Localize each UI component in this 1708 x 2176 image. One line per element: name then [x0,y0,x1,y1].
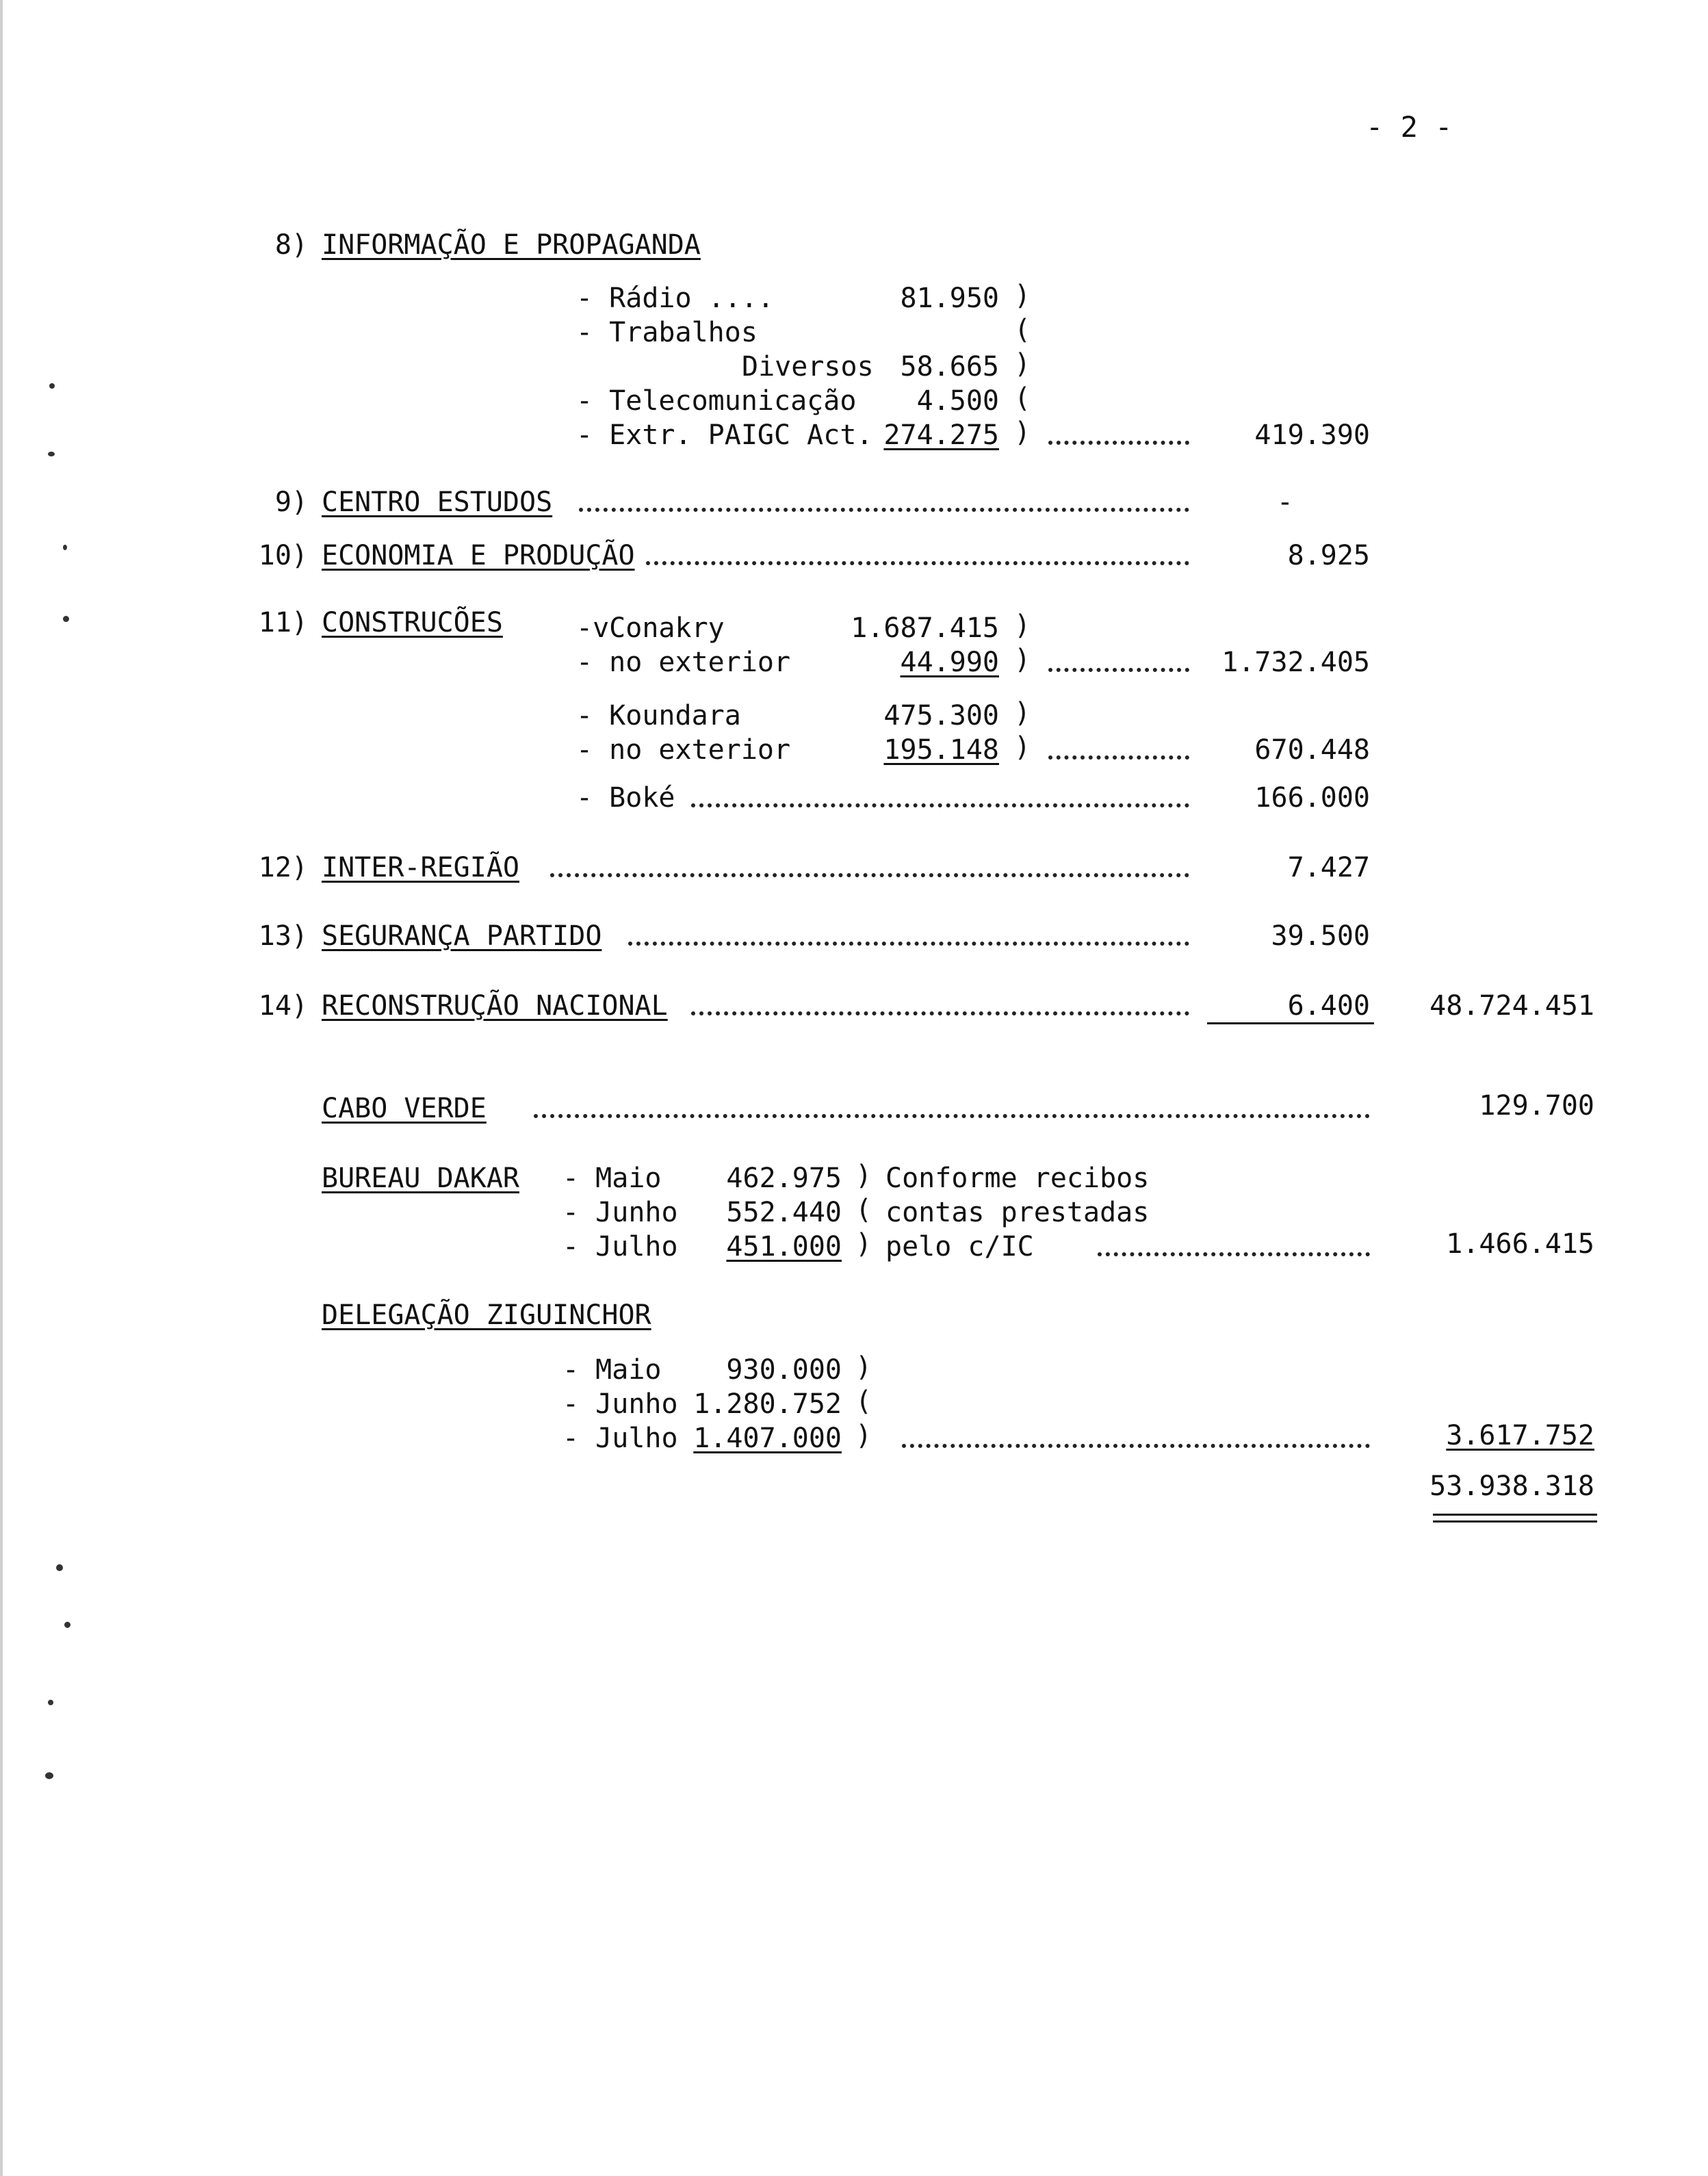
section-9-number: 9) [274,487,308,518]
zig-julho-value: 1.407.000 [693,1423,842,1454]
boke-total: 166.000 [1254,782,1370,814]
conakry-label: -vConakry [576,612,725,644]
scan-speck [45,1772,53,1779]
section-9-title: CENTRO ESTUDOS [322,487,553,518]
paren: ) [1014,280,1031,311]
leader-dots [534,1114,1370,1118]
dakar-julho-label: - Julho [562,1231,678,1262]
double-rule-top [1433,1514,1597,1516]
section-8-total: 419.390 [1254,419,1370,451]
paren: ( [855,1386,872,1417]
dakar-junho-label: - Junho [562,1197,678,1228]
exterior-2-label: - no exterior [576,734,791,766]
section-13-title: SEGURANÇA PARTIDO [322,920,602,952]
paren: ) [1014,731,1031,763]
double-rule-bottom [1433,1520,1597,1523]
dakar-junho-value: 552.440 [726,1197,842,1228]
dakar-note-1: Conforme recibos [885,1163,1150,1194]
leader-dots [1048,668,1189,672]
scan-edge [0,0,3,2176]
bureau-dakar-title: BUREAU DAKAR [322,1163,519,1194]
dakar-note-3: pelo c/IC [885,1231,1034,1262]
dakar-note-2: contas prestadas [885,1197,1150,1228]
koundara-value: 475.300 [883,700,999,731]
zig-junho-value: 1.280.752 [693,1388,842,1420]
section-11-title: CONSTRUCÕES [322,607,503,638]
section-8-number: 8) [274,229,308,261]
radio-value: 81.950 [900,283,999,314]
leader-dots [579,508,1189,512]
leader-dots [691,803,1189,807]
telecom-value: 4.500 [916,385,999,417]
section-11-total-1: 1.732.405 [1221,647,1370,678]
paren: ( [1014,314,1031,346]
paren: ( [1014,383,1031,414]
section-8-title: INFORMAÇÃO E PROPAGANDA [322,229,701,261]
dakar-maio-label: - Maio [562,1163,662,1194]
leader-dots [1048,755,1189,760]
scan-speck [56,1564,63,1571]
section-12-number: 12) [258,852,308,883]
scan-speck [49,383,55,389]
exterior-1-label: - no exterior [576,647,791,678]
zig-julho-label: - Julho [562,1423,678,1454]
koundara-label: - Koundara [576,700,741,731]
section-11-total-2: 670.448 [1254,734,1370,766]
extr-label: - Extr. PAIGC Act. [576,419,873,451]
conakry-value: 1.687.415 [851,612,999,644]
section-14-total: 6.400 [1287,990,1370,1022]
leader-dots [1098,1252,1370,1256]
extr-value: 274.275 [883,419,999,451]
subtotal-1-14: 48.724.451 [1429,990,1594,1022]
leader-dots [646,561,1189,565]
scan-speck [48,452,55,456]
leader-dots [691,1011,1189,1015]
scan-speck [63,616,69,622]
scan-speck [48,1700,53,1705]
scan-speck [64,1622,70,1628]
diversos-value: 58.665 [900,351,999,383]
section-10-total: 8.925 [1287,540,1370,571]
paren: ) [1014,417,1031,448]
dakar-maio-value: 462.975 [726,1163,842,1194]
delegacao-title: DELEGAÇÃO ZIGUINCHOR [322,1299,651,1331]
section-13-number: 13) [258,920,308,952]
section-10-title: ECONOMIA E PRODUÇÃO [322,540,635,571]
leader-dots [902,1444,1370,1448]
section-13-total: 39.500 [1271,920,1370,952]
paren: ) [855,1351,872,1383]
exterior-2-value: 195.148 [883,734,999,766]
section-11-number: 11) [258,607,308,638]
paren: ) [1014,348,1031,380]
paren: ) [855,1228,872,1260]
section-12-total: 7.427 [1287,852,1370,883]
section-14-number: 14) [258,990,308,1022]
zig-junho-label: - Junho [562,1388,678,1420]
boke-label: - Boké [576,782,675,814]
paren: ) [855,1420,872,1451]
leader-dots [628,942,1189,946]
paren: ( [855,1194,872,1226]
grand-total: 53.938.318 [1429,1471,1594,1502]
telecom-label: - Telecomunicação [576,385,857,417]
cabo-verde-title: CABO VERDE [322,1093,487,1124]
dakar-julho-value: 451.000 [726,1231,842,1262]
scan-speck [63,545,67,550]
zig-maio-label: - Maio [562,1354,662,1386]
radio-label: - Rádio .... [576,283,774,314]
section-9-total: - [1276,487,1293,518]
section-12-title: INTER-REGIÃO [322,852,519,883]
page-number: - 2 - [1366,110,1453,144]
diversos-label: Diversos [742,351,874,383]
trabalhos-label: - Trabalhos [576,317,758,348]
bureau-dakar-total: 1.466.415 [1446,1228,1594,1260]
paren: ) [1014,697,1031,729]
cabo-verde-total: 129.700 [1479,1090,1594,1122]
leader-dots [1048,441,1189,445]
paren: ) [1014,610,1031,641]
section-10-number: 10) [258,540,308,571]
sum-rule [1207,1022,1374,1024]
paren: ) [855,1160,872,1191]
section-14-title: RECONSTRUÇÃO NACIONAL [322,990,668,1022]
leader-dots [550,873,1189,877]
exterior-1-value: 44.990 [900,647,999,678]
zig-maio-value: 930.000 [726,1354,842,1386]
paren: ) [1014,644,1031,675]
delegacao-total: 3.617.752 [1446,1420,1594,1451]
